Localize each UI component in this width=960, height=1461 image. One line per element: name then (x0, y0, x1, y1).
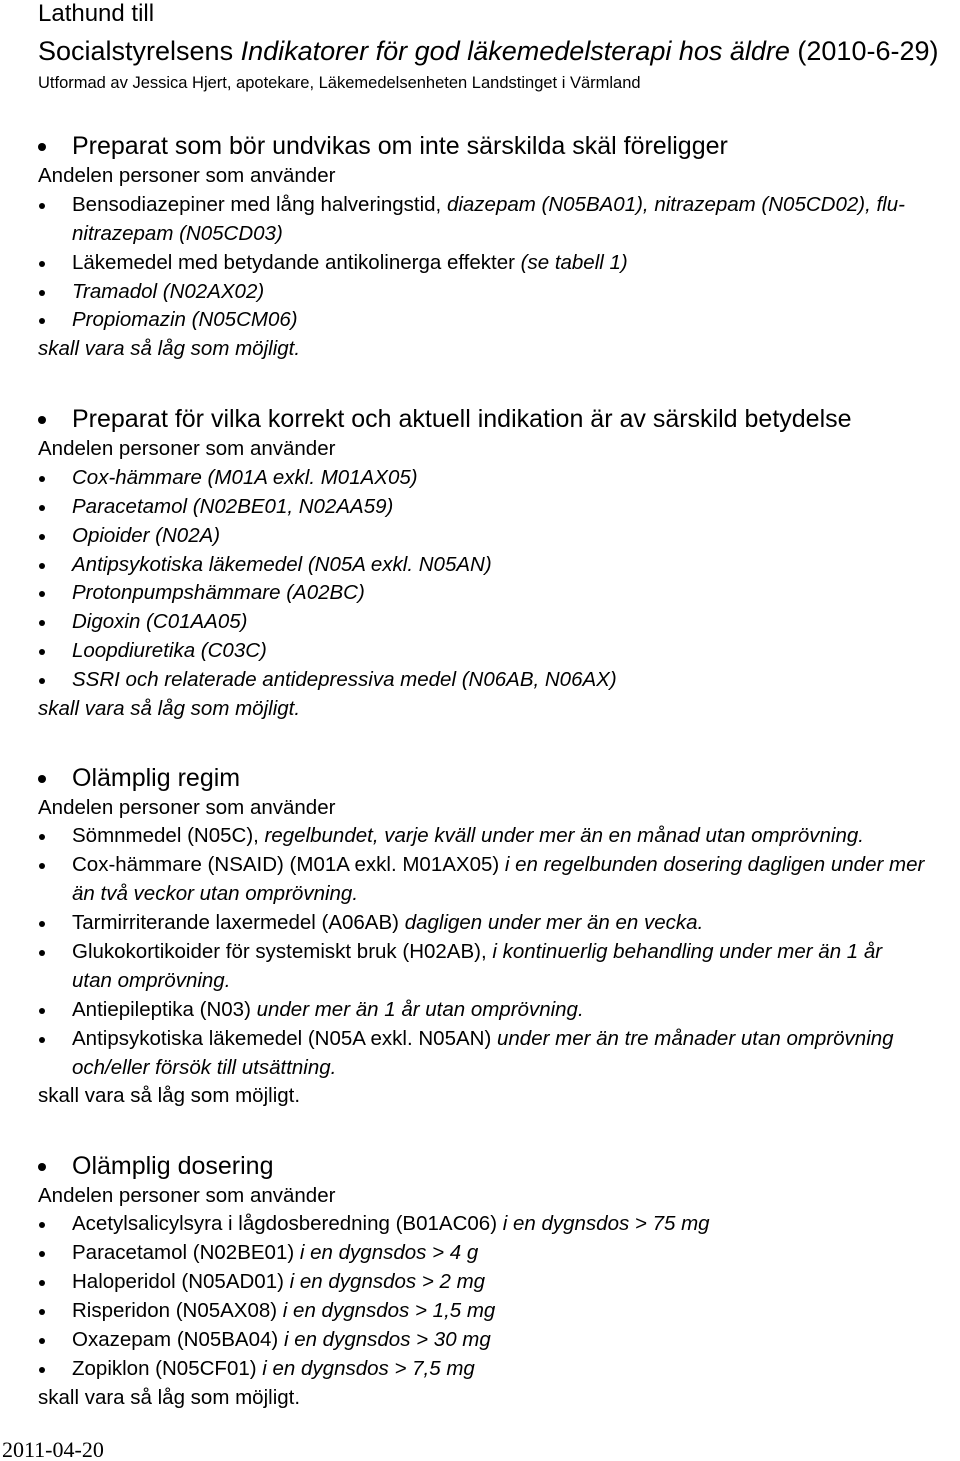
subtitle-date: (2010-6-29) (789, 36, 939, 66)
bullet-icon (38, 143, 46, 151)
list-item-continuation (0, 880, 960, 909)
item-note: Antipsykotiska läkemedel (N05A exkl. N05AN) (72, 552, 492, 576)
section-drugs-to-avoid (0, 131, 960, 364)
bullet-icon (39, 1008, 45, 1014)
item-text: Antiepileptika (N03) (72, 997, 257, 1021)
bullet-icon (39, 921, 45, 927)
list-item (0, 551, 960, 580)
section-closing: skall vara så låg som möjligt. (38, 1084, 301, 1108)
item-text: Läkemedel med betydande antikolinerga effekter (72, 250, 521, 274)
section-heading-text: Preparat som bör undvikas om inte särskilda skäl föreligger (72, 132, 728, 160)
section-intro: Andelen personer som använder (38, 795, 336, 819)
bullet-icon (39, 563, 45, 569)
section-heading-text: Olämplig dosering (72, 1151, 274, 1180)
list-item (0, 1210, 960, 1239)
subtitle-publication-title: Indikatorer för god läkemedelsterapi hos äldre (240, 36, 790, 66)
item-text: Oxazepam (N05BA04) (72, 1327, 284, 1351)
item-note: i en dygnsdos > 4 g (299, 1241, 479, 1265)
item-note: och/eller försök till utsättning. (72, 1055, 337, 1079)
item-note: Loopdiuretika (C03C) (72, 639, 267, 663)
section-intro: Andelen personer som använder (38, 164, 336, 187)
bullet-icon (39, 591, 45, 597)
list-item (0, 1239, 960, 1268)
item-note: än två veckor utan omprövning. (72, 882, 359, 906)
bullet-icon (39, 1367, 45, 1373)
bullet-icon (39, 534, 45, 540)
subtitle-prefix: Socialstyrelsens (38, 36, 241, 66)
section-inappropriate-regimen (0, 763, 960, 1112)
bullet-icon (39, 1338, 45, 1344)
item-text: Haloperidol (N05AD01) (72, 1270, 290, 1294)
list-item-continuation (0, 967, 960, 996)
bullet-icon (39, 649, 45, 655)
list-item (0, 306, 960, 335)
bullet-icon (39, 620, 45, 626)
section-heading (0, 404, 960, 435)
item-text: Risperidon (N05AX08) (72, 1299, 283, 1323)
list-item-continuation (0, 1054, 960, 1083)
section-closing: skall vara så låg som möjligt. (38, 337, 301, 361)
list-item (0, 493, 960, 522)
list-item (0, 464, 960, 493)
section-heading (0, 131, 960, 162)
item-note: Protonpumpshämmare (A02BC) (72, 581, 365, 605)
list-item (0, 909, 960, 938)
bullet-icon (38, 416, 46, 424)
item-text: Zopiklon (N05CF01) (72, 1356, 263, 1380)
item-text: Tarmirriterande laxermedel (A06AB) (72, 911, 405, 935)
item-text: Paracetamol (N02BE01) (72, 1241, 300, 1265)
item-text: Antipsykotiska läkemedel (N05A exkl. N05AN) (72, 1026, 497, 1050)
section-heading-text: Olämplig regim (72, 763, 241, 792)
bullet-icon (39, 1222, 45, 1228)
bullet-icon (39, 1280, 45, 1286)
item-text: Cox-hämmare (NSAID) (M01A exkl. M01AX05) (72, 853, 505, 877)
document-subtitle (38, 35, 939, 67)
section-heading (0, 763, 960, 794)
bullet-icon (39, 261, 45, 267)
bullet-icon (39, 476, 45, 482)
bullet-icon (39, 203, 45, 209)
document-title: Lathund till (38, 0, 155, 27)
item-note: Tramadol (N02AX02) (72, 279, 265, 303)
item-note: (se tabell 1) (520, 250, 628, 274)
item-note: under mer än 1 år utan omprövning. (256, 997, 584, 1021)
item-note: i kontinuerlig behandling under mer än 1 år (492, 939, 883, 963)
item-note: i en dygnsdos > 75 mg (502, 1212, 710, 1236)
list-item (0, 851, 960, 880)
list-item (0, 1268, 960, 1297)
bullet-icon (39, 505, 45, 511)
bullet-icon (39, 318, 45, 324)
item-note: Digoxin (C01AA05) (72, 610, 248, 634)
bullet-icon (39, 1251, 45, 1257)
section-closing: skall vara så låg som möjligt. (38, 697, 301, 721)
item-note: i en dygnsdos > 30 mg (283, 1327, 491, 1351)
item-note: Propiomazin (N05CM06) (72, 308, 298, 332)
bullet-icon (38, 1163, 46, 1171)
item-text: Sömnmedel (N05C), (72, 824, 265, 848)
item-note: Paracetamol (N02BE01, N02AA59) (72, 494, 394, 518)
list-item (0, 996, 960, 1025)
list-item (0, 1025, 960, 1054)
list-item (0, 1297, 960, 1326)
bullet-icon (39, 1037, 45, 1043)
section-heading (0, 1151, 960, 1182)
bullet-icon (39, 863, 45, 869)
item-note: regelbundet, varje kväll under mer än en månad utan omprövning. (264, 824, 864, 848)
bullet-icon (39, 290, 45, 296)
section-closing: skall vara så låg som möjligt. (38, 1385, 301, 1409)
item-note: i en dygnsdos > 1,5 mg (282, 1299, 496, 1323)
section-inappropriate-dosage (0, 1151, 960, 1413)
item-note: nitrazepam (N05CD03) (72, 221, 283, 245)
item-note: i en regelbunden dosering dagligen under mer (504, 853, 925, 877)
bullet-icon (39, 950, 45, 956)
item-note: i en dygnsdos > 2 mg (289, 1270, 486, 1294)
section-indication-critical (0, 404, 960, 724)
list-item-continuation (0, 220, 960, 249)
list-item (0, 1355, 960, 1384)
bullet-icon (39, 834, 45, 840)
author-line: Utformad av Jessica Hjert, apotekare, Läkemedelsenheten Landstinget i Värmland (38, 74, 641, 92)
list-item (0, 278, 960, 307)
section-intro: Andelen personer som använder (38, 1183, 336, 1207)
item-note: SSRI och relaterade antidepressiva medel (N06AB, N06AX) (72, 668, 617, 692)
list-item (0, 249, 960, 278)
bullet-icon (39, 1309, 45, 1315)
list-item (0, 822, 960, 851)
list-item (0, 1326, 960, 1355)
bullet-icon (38, 775, 46, 783)
item-note: dagligen under mer än en vecka. (404, 911, 704, 935)
item-note: Opioider (N02A) (72, 523, 221, 547)
list-item (0, 191, 960, 220)
list-item (0, 666, 960, 695)
item-note: i en dygnsdos > 7,5 mg (262, 1356, 475, 1380)
section-heading-text: Preparat för vilka korrekt och aktuell indikation är av särskild betydelse (72, 405, 852, 433)
item-text: Acetylsalicylsyra i lågdosberedning (B01AC06) (72, 1212, 503, 1236)
item-note: diazepam (N05BA01), nitrazepam (N05CD02), flu- (446, 192, 905, 216)
list-item (0, 938, 960, 967)
list-item (0, 608, 960, 637)
footer-date: 2011-04-20 (2, 1437, 104, 1461)
list-item (0, 579, 960, 608)
bullet-icon (39, 678, 45, 684)
item-note: Cox-hämmare (M01A exkl. M01AX05) (72, 465, 418, 489)
item-text: Glukokortikoider för systemiskt bruk (H02AB), (72, 939, 493, 963)
item-text: Bensodiazepiner med lång halveringstid, (72, 192, 447, 216)
section-intro: Andelen personer som använder (38, 437, 336, 460)
list-item (0, 637, 960, 666)
item-note: utan omprövning. (72, 968, 231, 992)
list-item (0, 522, 960, 551)
item-note: under mer än tre månader utan omprövning (497, 1026, 894, 1050)
